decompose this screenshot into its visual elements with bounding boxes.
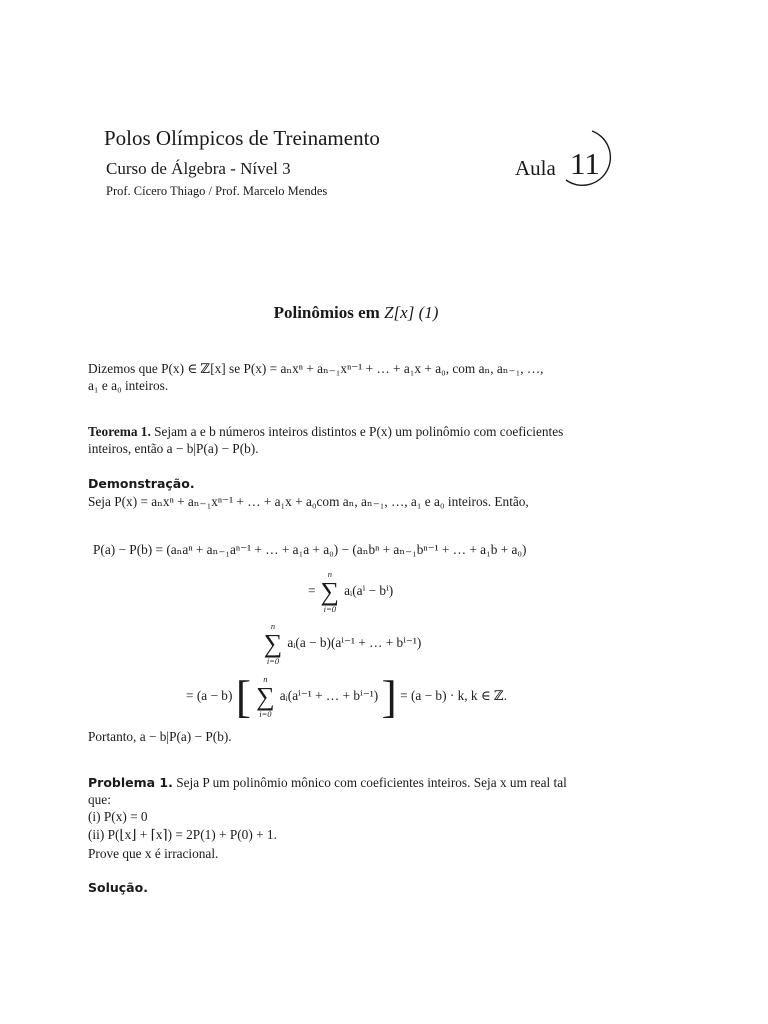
equation-4-body: aᵢ(aⁱ⁻¹ + … + bⁱ⁻¹) xyxy=(279,688,379,704)
left-bracket: [ xyxy=(235,671,252,722)
equation-2 xyxy=(308,570,393,614)
proof-conclusion: Portanto, a − b|P(a) − P(b). xyxy=(88,729,232,744)
theorem-label: Teorema 1. xyxy=(88,424,151,439)
problem-label: Problema 1. xyxy=(88,775,173,790)
equation-4-rhs: = (a − b) · k, k ∈ ℤ. xyxy=(400,688,508,704)
theorem xyxy=(88,423,563,440)
document-title-text: Polinômios em xyxy=(273,303,380,322)
course-name: Curso de Álgebra - Nível 3 xyxy=(106,159,291,178)
equation-4-lhs: = (a − b) xyxy=(186,688,233,704)
problem-item-1: (i) P(x) = 0 xyxy=(88,809,148,824)
professors: Prof. Cícero Thiago / Prof. Marcelo Mendes xyxy=(106,184,328,198)
problem-line-1: Seja P um polinômio mônico com coeficientes inteiros. Seja x um real tal xyxy=(176,775,567,790)
aula-label: Aula xyxy=(515,156,556,180)
problem-line-3: Prove que x é irracional. xyxy=(88,846,219,861)
equation-4 xyxy=(186,671,508,722)
intro-line-1: Dizemos que P(x) ∈ ℤ[x] se P(x) = aₙxⁿ + aₙ₋₁xⁿ⁻¹ + … + a₁x + a₀, com aₙ, aₙ₋₁, …, xyxy=(88,361,544,376)
summation-symbol: n ∑ i=0 xyxy=(320,569,340,614)
equation-1: P(a) − P(b) = (aₙaⁿ + aₙ₋₁aⁿ⁻¹ + … + a₁a + a₀) − (aₙbⁿ + aₙ₋₁bⁿ⁻¹ + … + a₁b + a₀) xyxy=(93,542,527,557)
equation-2-body: aᵢ(aⁱ − bⁱ) xyxy=(344,583,394,599)
equation-3 xyxy=(262,622,421,666)
theorem-line-1: Sejam a e b números inteiros distintos e P(x) um polinômio com coeficientes xyxy=(154,424,564,439)
proof-label: Demonstração. xyxy=(88,476,195,491)
aula-number: 11 xyxy=(570,146,600,181)
intro-line-2: a₁ e a₀ inteiros. xyxy=(88,378,169,393)
document-title xyxy=(0,303,712,323)
problem-line-2: que: xyxy=(88,792,111,807)
theorem-line-2: inteiros, então a − b|P(a) − P(b). xyxy=(88,441,259,456)
problem xyxy=(88,774,567,791)
right-bracket: ] xyxy=(381,671,397,722)
problem-item-2: (ii) P(⌊x⌋ + ⌈x⌉) = 2P(1) + P(0) + 1. xyxy=(88,827,277,842)
solution-label: Solução. xyxy=(88,880,148,895)
summation-symbol: n ∑ i=0 xyxy=(256,674,275,719)
document-title-math: Z[x] (1) xyxy=(384,303,439,322)
proof-line-1: Seja P(x) = aₙxⁿ + aₙ₋₁xⁿ⁻¹ + … + a₁x + a₀com aₙ, aₙ₋₁, …, a₁ e a₀ inteiros. Então, xyxy=(88,494,529,509)
equation-2-lhs: = xyxy=(308,583,316,599)
summation-symbol: n ∑ i=0 xyxy=(263,621,283,666)
equation-3-body: aᵢ(a − b)(aⁱ⁻¹ + … + bⁱ⁻¹) xyxy=(287,635,422,651)
header-title: Polos Olímpicos de Treinamento xyxy=(104,126,380,150)
